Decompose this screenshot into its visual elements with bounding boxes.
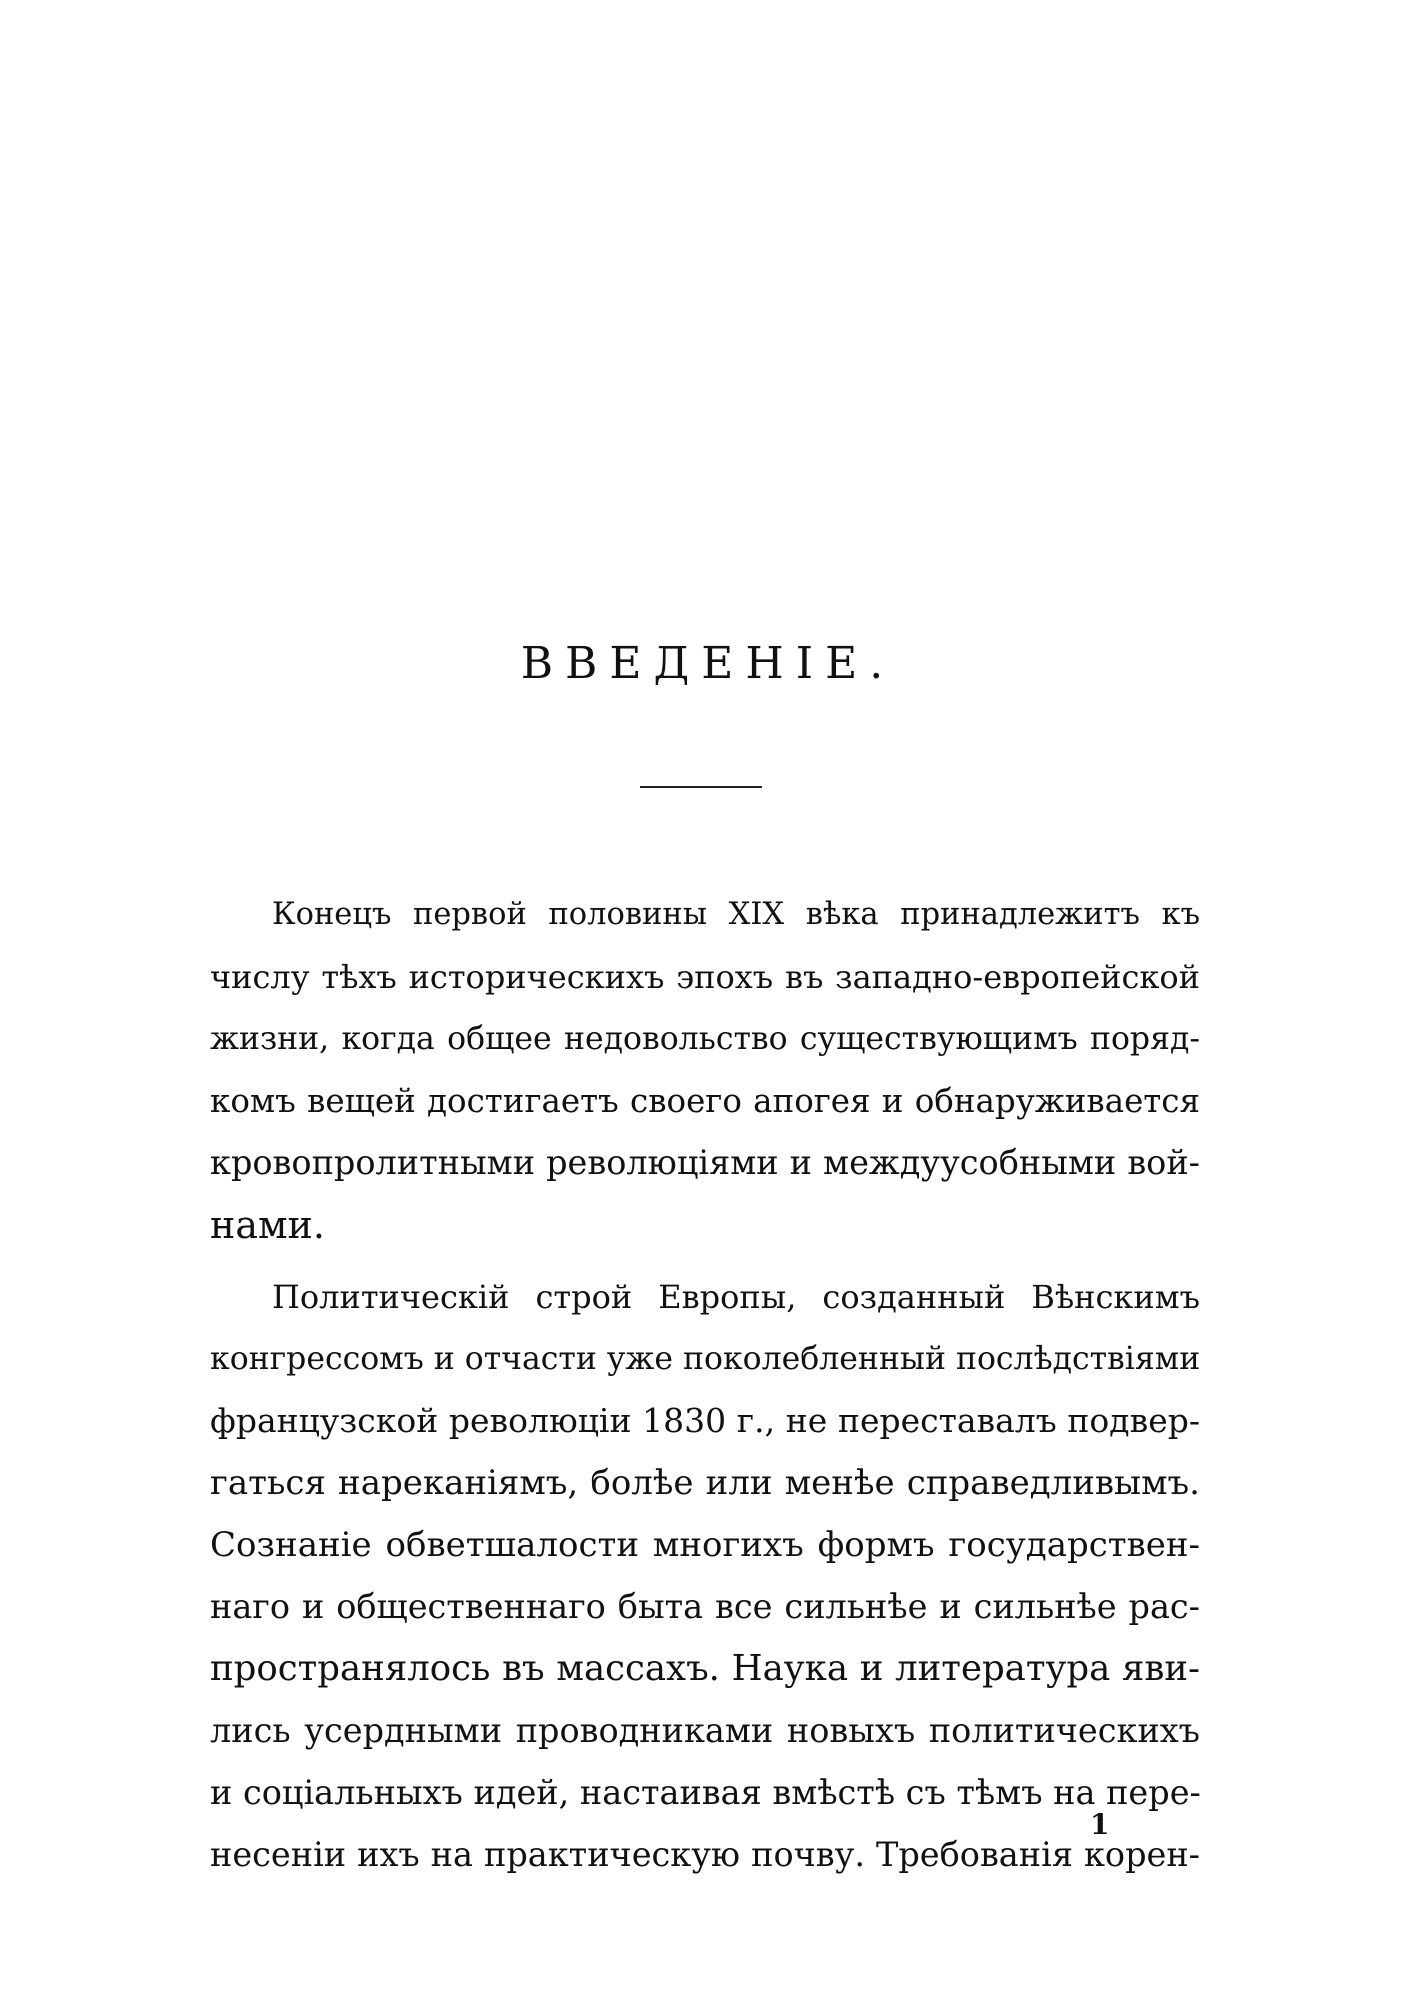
paragraph-1 bbox=[210, 884, 1200, 1256]
text-line: Сознаніе обветшалости многихъ формъ государствен- bbox=[210, 1525, 1200, 1565]
chapter-title: ВВЕДЕНІЕ. bbox=[520, 638, 896, 689]
text-line: кровопролитными революціями и междуусобными вой- bbox=[210, 1143, 1200, 1182]
text-line: числу тѣхъ историческихъ эпохъ въ западно-европейской bbox=[210, 958, 1200, 996]
text-line: пространялось въ массахъ. Наука и литература яви- bbox=[210, 1648, 1200, 1689]
text-line: жизни, когда общее недовольство существующимъ поряд- bbox=[210, 1021, 1200, 1057]
text-line: гаться нареканіямъ, болѣе или менѣе справедливымъ. bbox=[210, 1463, 1200, 1503]
body-text bbox=[210, 884, 1200, 1886]
text-line: конгрессомъ и отчасти уже поколебленный послѣдствіями bbox=[210, 1341, 1201, 1377]
text-line: Конецъ первой половины XIX вѣка принадлежитъ къ bbox=[272, 897, 1200, 932]
text-line: нами. bbox=[210, 1203, 325, 1247]
text-line: Политическій строй Европы, созданный Вѣнскимъ bbox=[272, 1278, 1200, 1316]
text-line: наго и общественнаго быта все сильнѣе и сильнѣе рас- bbox=[210, 1587, 1200, 1626]
page-number: 1 bbox=[1090, 1808, 1110, 1841]
text-line: французской революціи 1830 г., не переставалъ подвер- bbox=[210, 1401, 1200, 1440]
text-line: лись усердными проводниками новыхъ политическихъ bbox=[210, 1711, 1200, 1750]
text-line: комъ вещей достигаетъ своего апогея и обнаруживается bbox=[210, 1082, 1200, 1120]
paragraph-2 bbox=[210, 1266, 1200, 1886]
text-line: несеніи ихъ на практическую почву. Требованія корен- bbox=[210, 1835, 1200, 1874]
text-line: и соціальныхъ идей, настаивая вмѣстѣ съ тѣмъ на пере- bbox=[210, 1773, 1201, 1812]
title-divider bbox=[640, 786, 762, 788]
